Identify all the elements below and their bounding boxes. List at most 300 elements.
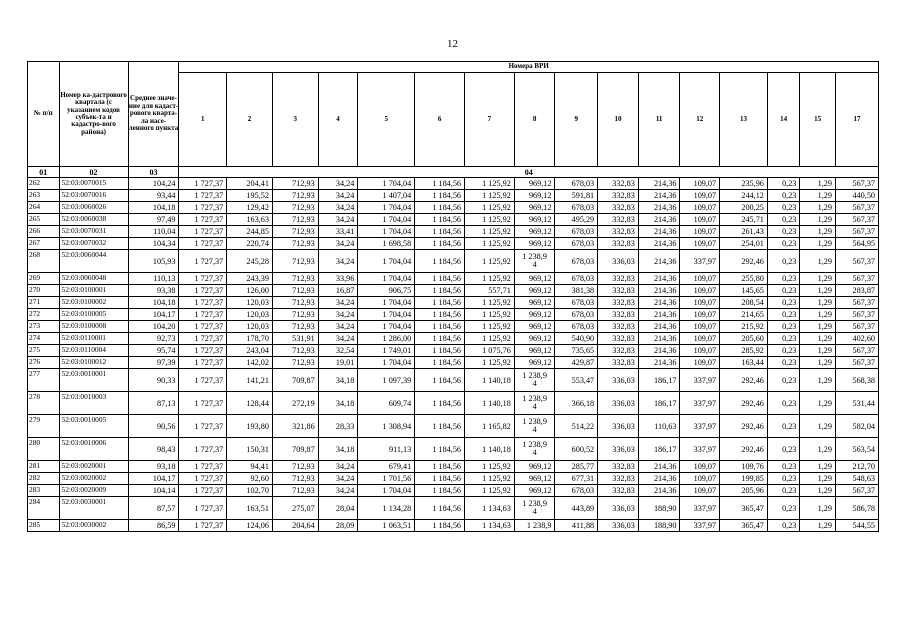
vri-value: 0,23: [767, 345, 800, 357]
vri-value: 969,12: [514, 190, 555, 202]
vri-value: 145,65: [720, 285, 768, 297]
vri-value: 1 140,18: [465, 369, 515, 392]
vri-value: 109,07: [680, 297, 720, 309]
cadastral-number: 52:03:0060026: [59, 202, 128, 214]
cadastral-number: 52:03:0020002: [59, 473, 128, 485]
vri-value: 1,29: [800, 520, 836, 532]
vri-value: 214,65: [720, 309, 768, 321]
vri-value: 1 125,92: [465, 309, 515, 321]
vri-value: 336,03: [598, 369, 639, 392]
vri-value: 365,47: [720, 520, 768, 532]
vri-value: 109,07: [680, 285, 720, 297]
vri-value: 195,52: [227, 190, 273, 202]
vri-value: 243,04: [227, 345, 273, 357]
average-value: 104,18: [128, 202, 179, 214]
cadastral-number: 52:03:0030001: [59, 497, 128, 520]
vri-value: 1 125,92: [465, 202, 515, 214]
vri-value: 1 184,56: [415, 273, 465, 285]
vri-value: 402,60: [835, 333, 878, 345]
vri-value: 32,54: [318, 345, 358, 357]
vri-value: 1 704,04: [358, 485, 415, 497]
average-value: 87,57: [128, 497, 179, 520]
vri-value: 906,75: [358, 285, 415, 297]
vri-value: 214,36: [638, 321, 680, 333]
vri-value: 1 238,9 4: [514, 250, 555, 273]
vri-value: 33,41: [318, 226, 358, 238]
table-row: [28, 415, 879, 438]
vri-value: 34,18: [318, 438, 358, 461]
header-vri-number: 4: [318, 73, 358, 167]
vri-value: 0,23: [767, 297, 800, 309]
vri-value: 1 727,37: [179, 190, 227, 202]
table-row: [28, 178, 879, 190]
vri-value: 0,23: [767, 226, 800, 238]
vri-value: 120,03: [227, 297, 273, 309]
vri-value: 1 140,18: [465, 438, 515, 461]
vri-value: 1 727,37: [179, 497, 227, 520]
table-row: [28, 438, 879, 461]
vri-value: 214,36: [638, 461, 680, 473]
vri-value: 969,12: [514, 238, 555, 250]
vri-value: 735,65: [555, 345, 598, 357]
vri-value: 332,83: [598, 485, 639, 497]
vri-value: 0,23: [767, 214, 800, 226]
vri-value: 567,37: [835, 345, 878, 357]
vri-value: 142,02: [227, 357, 273, 369]
vri-value: 1,29: [800, 190, 836, 202]
vri-value: 336,03: [598, 415, 639, 438]
vri-value: 214,36: [638, 473, 680, 485]
vri-value: 1 184,56: [415, 202, 465, 214]
vri-value: 28,33: [318, 415, 358, 438]
vri-value: 321,86: [272, 415, 318, 438]
vri-value: 186,17: [638, 369, 680, 392]
vri-value: 1 140,18: [465, 392, 515, 415]
vri-value: 0,23: [767, 357, 800, 369]
cadastral-number: 52:03:0060044: [59, 250, 128, 273]
header-vri-number: 12: [680, 73, 720, 167]
vri-value: 214,36: [638, 333, 680, 345]
vri-value: 678,03: [555, 297, 598, 309]
vri-value: 1 727,37: [179, 250, 227, 273]
vri-value: 1 238,9 4: [514, 415, 555, 438]
average-value: 86,59: [128, 520, 179, 532]
cadastral-number: 52:03:0110001: [59, 333, 128, 345]
vri-value: 567,37: [835, 226, 878, 238]
vri-value: 336,03: [598, 438, 639, 461]
code-cell: 01: [28, 167, 60, 178]
vri-value: 163,63: [227, 214, 273, 226]
vri-value: 1 704,04: [358, 273, 415, 285]
vri-value: 969,12: [514, 473, 555, 485]
vri-value: 1,29: [800, 497, 836, 520]
vri-value: 712,93: [272, 297, 318, 309]
vri-value: 0,23: [767, 497, 800, 520]
vri-value: 1 184,56: [415, 190, 465, 202]
vri-value: 365,47: [720, 497, 768, 520]
vri-value: 1 125,92: [465, 250, 515, 273]
vri-value: 199,85: [720, 473, 768, 485]
vri-value: 34,18: [318, 392, 358, 415]
code-row: [28, 167, 879, 178]
page-number: 12: [447, 38, 458, 50]
vri-value: 1 727,37: [179, 214, 227, 226]
vri-value: 567,37: [835, 273, 878, 285]
vri-value: 337,97: [680, 520, 720, 532]
vri-value: 969,12: [514, 321, 555, 333]
vri-value: 969,12: [514, 461, 555, 473]
vri-value: 567,37: [835, 202, 878, 214]
header-cadastral: Номер ка-дастрового квартала (с указанием кодов субъек-та и кадастро-вого района): [59, 62, 128, 167]
table-row: [28, 333, 879, 345]
vri-value: 1 727,37: [179, 415, 227, 438]
vri-value: 110,63: [638, 415, 680, 438]
vri-value: 1 184,56: [415, 357, 465, 369]
vri-value: 1,29: [800, 238, 836, 250]
vri-value: 34,24: [318, 250, 358, 273]
vri-value: 1,29: [800, 273, 836, 285]
vri-value: 163,44: [720, 357, 768, 369]
vri-value: 1,29: [800, 392, 836, 415]
vri-value: 1 727,37: [179, 333, 227, 345]
vri-value: 1 134,63: [465, 497, 515, 520]
vri-value: 1 184,56: [415, 297, 465, 309]
vri-value: 214,36: [638, 238, 680, 250]
vri-value: 109,07: [680, 178, 720, 190]
vri-value: 1 184,56: [415, 250, 465, 273]
table-row: [28, 297, 879, 309]
vri-value: 214,36: [638, 190, 680, 202]
vri-value: 440,50: [835, 190, 878, 202]
vri-value: 1 727,37: [179, 321, 227, 333]
vri-value: 34,18: [318, 369, 358, 392]
vri-value: 1 097,39: [358, 369, 415, 392]
vri-value: 1 184,56: [415, 520, 465, 532]
vri-value: 1 727,37: [179, 369, 227, 392]
vri-value: 332,83: [598, 202, 639, 214]
vri-value: 712,93: [272, 473, 318, 485]
vri-value: 34,24: [318, 202, 358, 214]
row-number: 271: [28, 297, 60, 309]
vri-value: 178,70: [227, 333, 273, 345]
vri-value: 1 238,9 4: [514, 497, 555, 520]
cadastral-number: 52:03:0100012: [59, 357, 128, 369]
vri-value: 1 125,92: [465, 461, 515, 473]
header-vri-number: 15: [800, 73, 836, 167]
vri-value: 243,39: [227, 273, 273, 285]
header-vri-number: 1: [179, 73, 227, 167]
vri-value: 1,29: [800, 285, 836, 297]
vri-value: 544,55: [835, 520, 878, 532]
vri-value: 285,77: [555, 461, 598, 473]
vri-value: 109,07: [680, 461, 720, 473]
table-row: [28, 309, 879, 321]
vri-value: 332,83: [598, 345, 639, 357]
vri-value: 337,97: [680, 415, 720, 438]
vri-value: 0,23: [767, 202, 800, 214]
vri-value: 531,44: [835, 392, 878, 415]
vri-value: 1 704,04: [358, 309, 415, 321]
vri-value: 0,23: [767, 473, 800, 485]
vri-value: 275,07: [272, 497, 318, 520]
vri-value: 586,78: [835, 497, 878, 520]
vri-value: 1 184,56: [415, 309, 465, 321]
vri-value: 678,03: [555, 273, 598, 285]
cadastral-number: 52:03:0100005: [59, 309, 128, 321]
row-number: 278: [28, 392, 60, 415]
vri-value: 34,24: [318, 321, 358, 333]
vri-value: 1 184,56: [415, 461, 465, 473]
row-number: 283: [28, 485, 60, 497]
average-value: 105,93: [128, 250, 179, 273]
row-number: 268: [28, 250, 60, 273]
vri-value: 567,37: [835, 357, 878, 369]
cadastral-number: 52:03:0010006: [59, 438, 128, 461]
vri-value: 1 184,56: [415, 392, 465, 415]
vri-value: 1 184,56: [415, 485, 465, 497]
vri-value: 1 125,92: [465, 333, 515, 345]
table-row: [28, 461, 879, 473]
vri-value: 128,44: [227, 392, 273, 415]
vri-value: 1 184,56: [415, 285, 465, 297]
table-row: [28, 273, 879, 285]
vri-value: 34,24: [318, 178, 358, 190]
vri-value: 553,47: [555, 369, 598, 392]
cadastral-number: 52:03:0100002: [59, 297, 128, 309]
vri-value: 1,29: [800, 214, 836, 226]
vri-value: 1 075,76: [465, 345, 515, 357]
vri-value: 969,12: [514, 309, 555, 321]
vri-value: 34,24: [318, 485, 358, 497]
row-number: 269: [28, 273, 60, 285]
vri-value: 1 238,9 4: [514, 392, 555, 415]
vri-value: 120,03: [227, 321, 273, 333]
header-vri-number: 2: [227, 73, 273, 167]
vri-value: 531,91: [272, 333, 318, 345]
vri-value: 1,29: [800, 345, 836, 357]
vri-value: 0,23: [767, 273, 800, 285]
vri-value: 109,07: [680, 321, 720, 333]
cadastral-number: 52:03:0100008: [59, 321, 128, 333]
vri-value: 214,36: [638, 309, 680, 321]
vri-value: 381,38: [555, 285, 598, 297]
header-vri-number: 6: [415, 73, 465, 167]
vri-value: 332,83: [598, 321, 639, 333]
average-value: 104,34: [128, 238, 179, 250]
vri-value: 1 063,51: [358, 520, 415, 532]
average-value: 104,20: [128, 321, 179, 333]
vri-value: 1 184,56: [415, 226, 465, 238]
vri-value: 969,12: [514, 226, 555, 238]
cadastral-number: 52:03:0070016: [59, 190, 128, 202]
row-number: 262: [28, 178, 60, 190]
vri-value: 214,36: [638, 485, 680, 497]
vri-value: 109,07: [680, 226, 720, 238]
vri-value: 678,03: [555, 202, 598, 214]
vri-value: 1,29: [800, 297, 836, 309]
vri-value: 0,23: [767, 415, 800, 438]
vri-value: 1 727,37: [179, 392, 227, 415]
vri-value: 102,70: [227, 485, 273, 497]
vri-value: 1 184,56: [415, 345, 465, 357]
vri-value: 709,87: [272, 369, 318, 392]
average-value: 110,04: [128, 226, 179, 238]
vri-value: 245,71: [720, 214, 768, 226]
vri-value: 163,51: [227, 497, 273, 520]
vri-value: 1 286,00: [358, 333, 415, 345]
vri-value: 1 704,04: [358, 297, 415, 309]
vri-value: 1 184,56: [415, 473, 465, 485]
vri-value: 109,07: [680, 473, 720, 485]
vri-value: 205,96: [720, 485, 768, 497]
vri-value: 34,24: [318, 297, 358, 309]
cadastral-number: 52:03:0020009: [59, 485, 128, 497]
vri-value: 567,37: [835, 297, 878, 309]
vri-value: 1 184,56: [415, 214, 465, 226]
vri-value: 1 125,92: [465, 238, 515, 250]
vri-value: 564,95: [835, 238, 878, 250]
row-number: 266: [28, 226, 60, 238]
vri-value: 969,12: [514, 297, 555, 309]
vri-value: 678,03: [555, 238, 598, 250]
vri-value: 150,31: [227, 438, 273, 461]
vri-value: 34,24: [318, 214, 358, 226]
vri-value: 567,37: [835, 485, 878, 497]
vri-value: 1,29: [800, 309, 836, 321]
average-value: 104,17: [128, 309, 179, 321]
vri-value: 244,85: [227, 226, 273, 238]
vri-value: 34,24: [318, 190, 358, 202]
cadastral-number: 52:03:0060048: [59, 273, 128, 285]
vri-value: 92,60: [227, 473, 273, 485]
vri-value: 212,70: [835, 461, 878, 473]
vri-value: 94,41: [227, 461, 273, 473]
row-number: 281: [28, 461, 60, 473]
vri-value: 600,52: [555, 438, 598, 461]
cadastral-number: 52:03:0010005: [59, 415, 128, 438]
vri-value: 200,25: [720, 202, 768, 214]
vri-value: 712,93: [272, 214, 318, 226]
vri-value: 1 727,37: [179, 438, 227, 461]
vri-value: 336,03: [598, 520, 639, 532]
row-number: 272: [28, 309, 60, 321]
vri-value: 34,24: [318, 333, 358, 345]
table-row: [28, 485, 879, 497]
vri-value: 214,36: [638, 226, 680, 238]
vri-value: 1 125,92: [465, 357, 515, 369]
vri-value: 1 125,92: [465, 321, 515, 333]
vri-value: 0,23: [767, 285, 800, 297]
vri-value: 678,03: [555, 250, 598, 273]
vri-value: 215,92: [720, 321, 768, 333]
vri-value: 712,93: [272, 357, 318, 369]
vri-value: 332,83: [598, 273, 639, 285]
header-vri-group: Номера ВРИ: [179, 62, 879, 73]
vri-value: 1 134,63: [465, 520, 515, 532]
vri-value: 709,87: [272, 438, 318, 461]
vri-value: 514,22: [555, 415, 598, 438]
vri-value: 1 727,37: [179, 226, 227, 238]
average-value: 87,13: [128, 392, 179, 415]
vri-value: 563,54: [835, 438, 878, 461]
vri-value: 1 727,37: [179, 297, 227, 309]
header-vri-number: 11: [638, 73, 680, 167]
vri-value: 969,12: [514, 273, 555, 285]
vri-value: 186,17: [638, 392, 680, 415]
vri-value: 548,63: [835, 473, 878, 485]
vri-value: 109,07: [680, 202, 720, 214]
row-number: 285: [28, 520, 60, 532]
vri-value: 1 704,04: [358, 357, 415, 369]
vri-value: 712,93: [272, 345, 318, 357]
vri-value: 969,12: [514, 485, 555, 497]
vri-value: 678,03: [555, 485, 598, 497]
vri-value: 1 238,9 4: [514, 438, 555, 461]
vri-value: 337,97: [680, 497, 720, 520]
vri-value: 220,74: [227, 238, 273, 250]
vri-value: 1 704,04: [358, 250, 415, 273]
vri-value: 1,29: [800, 357, 836, 369]
header-vri-number: 8: [514, 73, 555, 167]
row-number: 273: [28, 321, 60, 333]
vri-value: 34,24: [318, 309, 358, 321]
vri-value: 28,04: [318, 497, 358, 520]
vri-value: 120,03: [227, 309, 273, 321]
vri-value: 712,93: [272, 202, 318, 214]
vri-value: 332,83: [598, 309, 639, 321]
vri-value: 0,23: [767, 485, 800, 497]
vri-value: 332,83: [598, 461, 639, 473]
vri-value: 1 727,37: [179, 461, 227, 473]
vri-value: 1,29: [800, 178, 836, 190]
vri-value: 1 704,04: [358, 214, 415, 226]
vri-value: 1 727,37: [179, 485, 227, 497]
table-row: [28, 250, 879, 273]
vri-value: 1 184,56: [415, 497, 465, 520]
vri-value: 678,03: [555, 226, 598, 238]
cadastral-number: 52:03:0030002: [59, 520, 128, 532]
table-body: [28, 167, 879, 532]
vri-value: 332,83: [598, 285, 639, 297]
header-vri-number: 17: [835, 73, 878, 167]
vri-value: 1,29: [800, 485, 836, 497]
vri-value: 1,29: [800, 202, 836, 214]
vri-value: 214,36: [638, 297, 680, 309]
code-cell: 02: [59, 167, 128, 178]
vri-value: 292,46: [720, 369, 768, 392]
vri-value: 1 308,94: [358, 415, 415, 438]
table-row: [28, 285, 879, 297]
vri-value: 712,93: [272, 238, 318, 250]
vri-value: 0,23: [767, 238, 800, 250]
vri-value: 332,83: [598, 214, 639, 226]
vri-value: 1 727,37: [179, 238, 227, 250]
vri-value: 1 184,56: [415, 238, 465, 250]
vri-value: 1 749,01: [358, 345, 415, 357]
vri-value: 292,46: [720, 392, 768, 415]
table-row: [28, 214, 879, 226]
vri-value: 582,04: [835, 415, 878, 438]
cadastral-number: 52:03:0070015: [59, 178, 128, 190]
average-value: 90,33: [128, 369, 179, 392]
vri-value: 244,12: [720, 190, 768, 202]
vri-value: 126,00: [227, 285, 273, 297]
cadastral-number: 52:03:0070032: [59, 238, 128, 250]
vri-value: 567,37: [835, 214, 878, 226]
vri-value: 1,29: [800, 321, 836, 333]
vri-value: 1 727,37: [179, 345, 227, 357]
vri-value: 712,93: [272, 178, 318, 190]
